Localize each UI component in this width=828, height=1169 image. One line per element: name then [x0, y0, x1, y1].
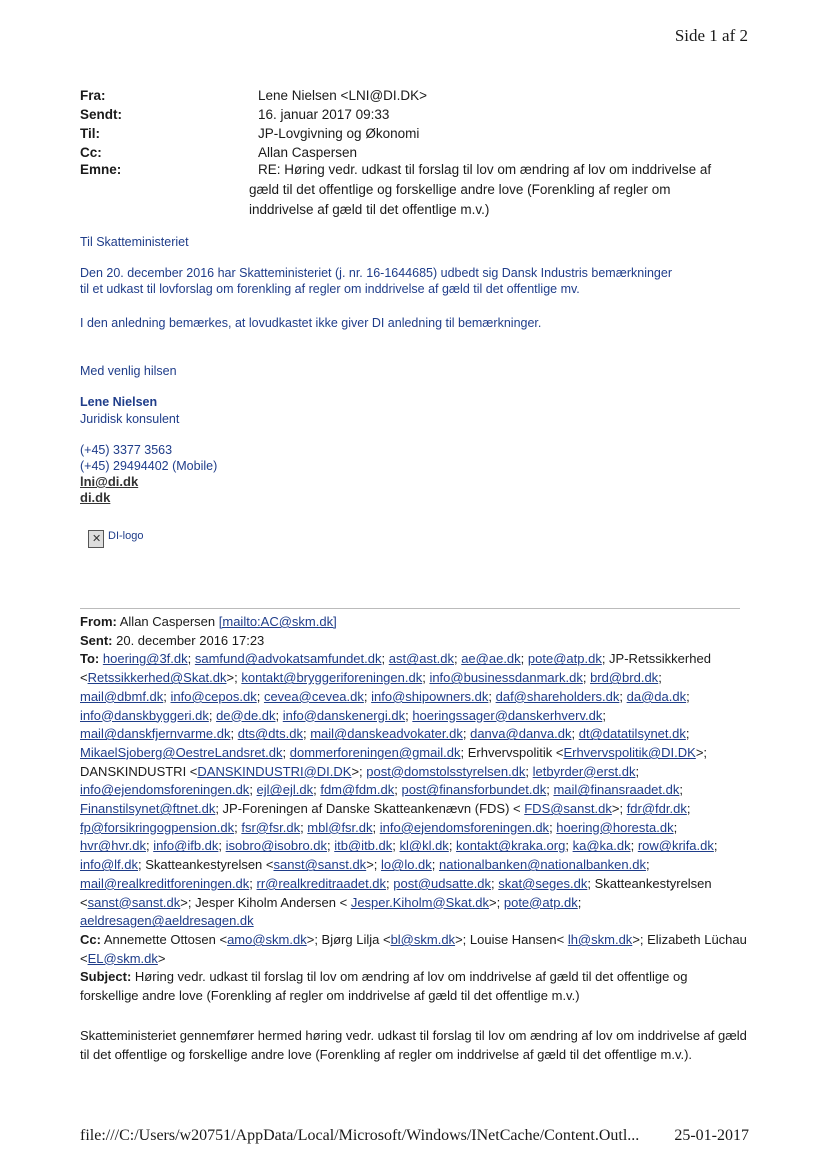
fwd-cc-label: Cc:	[80, 931, 101, 947]
greeting: Til Skatteministeriet	[80, 235, 189, 249]
email-link[interactable]: info@cepos.dk	[170, 688, 257, 704]
email-link[interactable]: dt@datatilsynet.dk	[578, 726, 686, 742]
email-link[interactable]: MikaelSjoberg@OestreLandsret.dk	[80, 744, 283, 760]
recipient-text: ;	[686, 688, 690, 704]
recipient-text: ;	[208, 707, 217, 723]
broken-image-icon: ✕	[88, 530, 104, 548]
recipient-text: ;	[549, 819, 557, 835]
recipient-text: >;	[226, 670, 242, 686]
email-link[interactable]: itb@itb.dk	[334, 838, 393, 854]
email-link[interactable]: fp@forsikringogpension.dk	[80, 819, 235, 835]
email-link[interactable]: fdr@fdr.dk	[626, 801, 687, 817]
recipient-text: ;	[520, 651, 528, 667]
recipient-text: >; DANSKINDUSTRI <	[80, 744, 708, 779]
email-link[interactable]: kontakt@kraka.org	[456, 838, 566, 854]
email-link[interactable]: mail@dbmf.dk	[80, 688, 164, 704]
recipient-text: ; JP-Foreningen af Danske Skatteankenævn (FDS) <	[215, 801, 525, 817]
fwd-to-recipients	[80, 651, 718, 928]
recipient-text: ;	[602, 707, 606, 723]
subject-line: gæld til det offentlige og forskellige andre love (Forenkling af regler om	[249, 182, 671, 197]
recipient-text: >;	[366, 857, 382, 873]
email-link[interactable]: info@danskbyggeri.dk	[80, 707, 209, 723]
email-link[interactable]: rr@realkreditraadet.dk	[256, 875, 387, 891]
recipient-text: ;	[145, 838, 154, 854]
recipient-text: ;	[327, 838, 335, 854]
recipient-text: ;	[405, 707, 413, 723]
email-link[interactable]: post@udsatte.dk	[393, 875, 492, 891]
email-link[interactable]: post@finansforbundet.dk	[401, 782, 547, 798]
recipient-text: ;	[658, 670, 662, 686]
email-link[interactable]: info@shipowners.dk	[371, 688, 489, 704]
footer-file-path: file:///C:/Users/w20751/AppData/Local/Microsoft/Windows/INetCache/Content.Outl...	[80, 1127, 640, 1144]
fwd-sent-label: Sent:	[80, 632, 113, 648]
recipient-text: ;	[673, 819, 678, 835]
recipient-text: ;	[300, 819, 308, 835]
recipient-text: >;	[489, 894, 504, 910]
recipient-text: >;	[351, 763, 367, 779]
recipient-text: ;	[453, 651, 462, 667]
email-link[interactable]: nationalbanken@nationalbanken.dk	[439, 857, 646, 873]
recipient-text: ;	[187, 651, 195, 667]
recipient-text: ;	[372, 819, 380, 835]
fwd-from-label: From:	[80, 614, 117, 629]
email-link[interactable]: Erhvervspolitik@DI.DK	[563, 744, 696, 760]
signature-web-link[interactable]: di.dk	[80, 490, 111, 505]
signature-name: Lene Nielsen	[80, 395, 158, 409]
recipient-text: >; Bjørg Lilja <	[306, 931, 391, 947]
email-link[interactable]: daf@shareholders.dk	[495, 688, 620, 704]
divider	[80, 608, 740, 609]
recipient-text: ; Skatteankestyrelsen <	[80, 875, 712, 910]
email-link[interactable]: cevea@cevea.dk	[263, 688, 364, 704]
fwd-cc-row	[80, 931, 748, 968]
cc-value: Allan Caspersen	[258, 145, 358, 160]
recipient-text: ;	[394, 782, 402, 798]
recipient-text: ;	[431, 857, 440, 873]
email-link[interactable]: Finanstilsynet@ftnet.dk	[80, 801, 216, 817]
recipient-text: ;	[635, 763, 640, 779]
recipient-text: ;	[302, 726, 311, 742]
email-link[interactable]: danva@danva.dk	[470, 726, 572, 742]
email-link[interactable]: mail@danskfjernvarme.dk	[80, 726, 231, 742]
subject-line: RE: Høring vedr. udkast til forslag til lov om ændring af lov om inddrivelse af	[258, 162, 712, 177]
recipient-text: ;	[230, 726, 238, 742]
recipient-text: ;	[381, 651, 389, 667]
fwd-to-label: To:	[80, 651, 100, 667]
recipient-text: ;	[386, 875, 394, 891]
recipient-text: ;	[448, 838, 457, 854]
recipient-text: ;	[491, 875, 499, 891]
email-link[interactable]: kl@kl.dk	[399, 838, 449, 854]
paragraph-1	[80, 265, 672, 297]
closing: Med venlig hilsen	[80, 364, 177, 378]
di-logo-alt-text: DI-logo	[108, 530, 144, 542]
recipient-text: ;	[525, 763, 533, 779]
fwd-subject-row	[80, 968, 748, 1005]
recipient-text: ; Skatteankestyrelsen <	[138, 857, 274, 873]
email-link[interactable]: DANSKINDUSTRI@DI.DK	[197, 763, 352, 779]
recipient-text: >; Louise Hansen<	[455, 931, 568, 947]
from-value: Lene Nielsen <LNI@DI.DK>	[258, 88, 428, 103]
fwd-from-mailto-link[interactable]: [mailto:AC@skm.dk]	[218, 614, 337, 629]
forwarded-header	[80, 613, 748, 1006]
email-link[interactable]: hoeringssager@danskerhverv.dk	[412, 707, 603, 723]
email-link[interactable]: post@domstolsstyrelsen.dk	[366, 763, 526, 779]
recipient-text: ;	[282, 744, 290, 760]
forwarded-body: Skatteministeriet gennemfører hermed høring vedr. udkast til forslag til lov om ændring af lov om inddrivelse af gæld til det offentlige og forskellige andre love (Forenkling af regler om inddrivelse af gæld til det offentlige m.v.).	[80, 1028, 747, 1062]
recipient-text: Annemette Ottosen <	[100, 931, 228, 947]
to-value: JP-Lovgivning og Økonomi	[258, 126, 420, 141]
recipient-text: ;	[422, 670, 430, 686]
recipient-text: ;	[234, 819, 242, 835]
sent-label: Sendt:	[80, 107, 122, 122]
email-link[interactable]: bl@skm.dk	[390, 931, 456, 947]
recipient-text: ;	[488, 688, 496, 704]
signature-phone: (+45) 3377 3563	[80, 443, 173, 457]
recipient-text: ;	[546, 782, 554, 798]
email-link[interactable]: ae@ae.dk	[461, 651, 521, 667]
recipient-text: ;	[249, 782, 257, 798]
footer-date: 25-01-2017	[674, 1127, 749, 1144]
fwd-from-name: Allan Caspersen	[119, 614, 216, 629]
fwd-subject-label: Subject:	[80, 969, 132, 985]
email-link[interactable]: info@ifb.dk	[153, 838, 219, 854]
recipient-text: ;	[679, 782, 683, 798]
email-link[interactable]: samfund@advokatsamfundet.dk	[194, 651, 382, 667]
recipient-text: >; Elizabeth Lüchau <	[80, 931, 747, 966]
signature-title: Juridisk konsulent	[80, 412, 180, 426]
page-number: Side 1 af 2	[674, 26, 748, 45]
email-link[interactable]: amo@skm.dk	[227, 931, 307, 947]
email-link[interactable]: kontakt@bryggeriforeningen.dk	[241, 670, 423, 686]
email-link[interactable]: dts@dts.dk	[237, 726, 303, 742]
recipient-text: ; JP-Retssikkerhed <	[80, 651, 711, 686]
email-link[interactable]: brd@brd.dk	[590, 670, 659, 686]
recipient-text: ;	[462, 726, 471, 742]
email-link[interactable]: fdm@fdm.dk	[320, 782, 395, 798]
email-link[interactable]: pote@atp.dk	[503, 894, 578, 910]
email-link[interactable]: pote@atp.dk	[527, 651, 602, 667]
recipient-text: ;	[571, 726, 579, 742]
fwd-sent-value: 20. december 2016 17:23	[116, 632, 265, 648]
fwd-cc-recipients	[80, 932, 747, 966]
recipient-text: ;	[630, 838, 638, 854]
email-link[interactable]: ka@ka.dk	[572, 838, 631, 854]
recipient-text: ;	[686, 801, 691, 817]
subject-value	[249, 160, 749, 220]
recipient-text: ;	[256, 688, 264, 704]
email-link[interactable]: ast@ast.dk	[388, 651, 454, 667]
signature-mobile: (+45) 29494402 (Mobile)	[80, 459, 218, 473]
recipient-text: ;	[565, 838, 573, 854]
email-link[interactable]: FDS@sanst.dk	[524, 801, 612, 817]
recipient-text: ;	[713, 838, 718, 854]
email-link[interactable]: mail@realkreditforeningen.dk	[80, 875, 250, 891]
recipient-text: ; Erhvervspolitik <	[460, 744, 564, 760]
email-link[interactable]: skat@seges.dk	[498, 875, 588, 891]
email-link[interactable]: fsr@fsr.dk	[241, 819, 301, 835]
recipient-text: ;	[645, 857, 650, 873]
email-link[interactable]: info@businessdanmark.dk	[429, 670, 583, 686]
recipient-text: ;	[313, 782, 321, 798]
email-link[interactable]: hoering@horesta.dk	[556, 819, 674, 835]
fwd-to-row	[80, 650, 748, 931]
recipient-text: ;	[249, 875, 257, 891]
recipient-text: ;	[582, 670, 591, 686]
email-link[interactable]: row@krifa.dk	[637, 838, 714, 854]
recipient-text: ;	[577, 894, 582, 910]
email-link[interactable]: info@ejendomsforeningen.dk	[80, 782, 250, 798]
recipient-text: ;	[363, 688, 372, 704]
email-link[interactable]: aeldresagen@aeldresagen.dk	[80, 913, 254, 929]
fwd-sent-row	[80, 632, 748, 651]
email-link[interactable]: info@ejendomsforeningen.dk	[379, 819, 550, 835]
to-label: Til:	[80, 126, 100, 141]
recipient-text: ;	[218, 838, 226, 854]
fwd-subject-value: Høring vedr. udkast til forslag til lov om ændring af lov om inddrivelse af gæld til det offentlige og forskellige andre love (Forenkling af regler om inddrivelse af gæld til det offentlige m.v.)	[80, 969, 688, 1004]
email-link[interactable]: letbyrder@erst.dk	[532, 763, 636, 779]
recipient-text: >;	[611, 801, 627, 817]
paragraph-line: Den 20. december 2016 har Skatteministeriet (j. nr. 16-1644685) udbedt sig Dansk Industris bemærkninger	[80, 266, 672, 280]
email-link[interactable]: mail@danskeadvokater.dk	[310, 726, 463, 742]
recipient-text: ;	[685, 726, 690, 742]
email-link[interactable]: ejl@ejl.dk	[256, 782, 314, 798]
email-link[interactable]: da@da.dk	[626, 688, 687, 704]
email-link[interactable]: hvr@hvr.dk	[80, 838, 146, 854]
email-link[interactable]: info@lf.dk	[80, 857, 138, 873]
email-link[interactable]: Jesper.Kiholm@Skat.dk	[350, 894, 490, 910]
email-link[interactable]: EL@skm.dk	[87, 950, 158, 966]
recipient-text: ;	[163, 688, 171, 704]
recipient-text: ;	[275, 707, 283, 723]
subject-label: Emne:	[80, 162, 122, 177]
email-link[interactable]: info@danskenergi.dk	[282, 707, 406, 723]
recipient-text: >	[157, 950, 166, 966]
recipient-text: ;	[392, 838, 400, 854]
paragraph-2: I den anledning bemærkes, at lovudkastet ikke giver DI anledning til bemærkninger.	[80, 316, 542, 330]
recipient-text: >; Jesper Kiholm Andersen <	[180, 894, 351, 910]
email-link[interactable]: isobro@isobro.dk	[225, 838, 328, 854]
email-link[interactable]: mbl@fsr.dk	[307, 819, 373, 835]
cc-label: Cc:	[80, 145, 102, 160]
email-link[interactable]: sanst@sanst.dk	[87, 894, 181, 910]
email-link[interactable]: de@de.dk	[216, 707, 276, 723]
email-link[interactable]: Retssikkerhed@Skat.dk	[87, 670, 227, 686]
email-link[interactable]: lh@skm.dk	[567, 931, 633, 947]
paragraph-line: til et udkast til lovforslag om forenkling af regler om inddrivelse af gæld til det offentlige mv.	[80, 282, 580, 296]
email-link[interactable]: sanst@sanst.dk	[273, 857, 367, 873]
recipient-text: ;	[619, 688, 627, 704]
email-link[interactable]: lo@lo.dk	[381, 857, 432, 873]
subject-line: inddrivelse af gæld til det offentlige m.v.)	[249, 202, 490, 217]
fwd-from-row	[80, 613, 748, 632]
email-link[interactable]: mail@finansraadet.dk	[553, 782, 680, 798]
from-label: Fra:	[80, 88, 106, 103]
email-link[interactable]: dommerforeningen@gmail.dk	[289, 744, 461, 760]
sent-value: 16. januar 2017 09:33	[258, 107, 390, 122]
signature-email-link[interactable]: lni@di.dk	[80, 474, 139, 489]
email-link[interactable]: hoering@3f.dk	[102, 651, 188, 667]
